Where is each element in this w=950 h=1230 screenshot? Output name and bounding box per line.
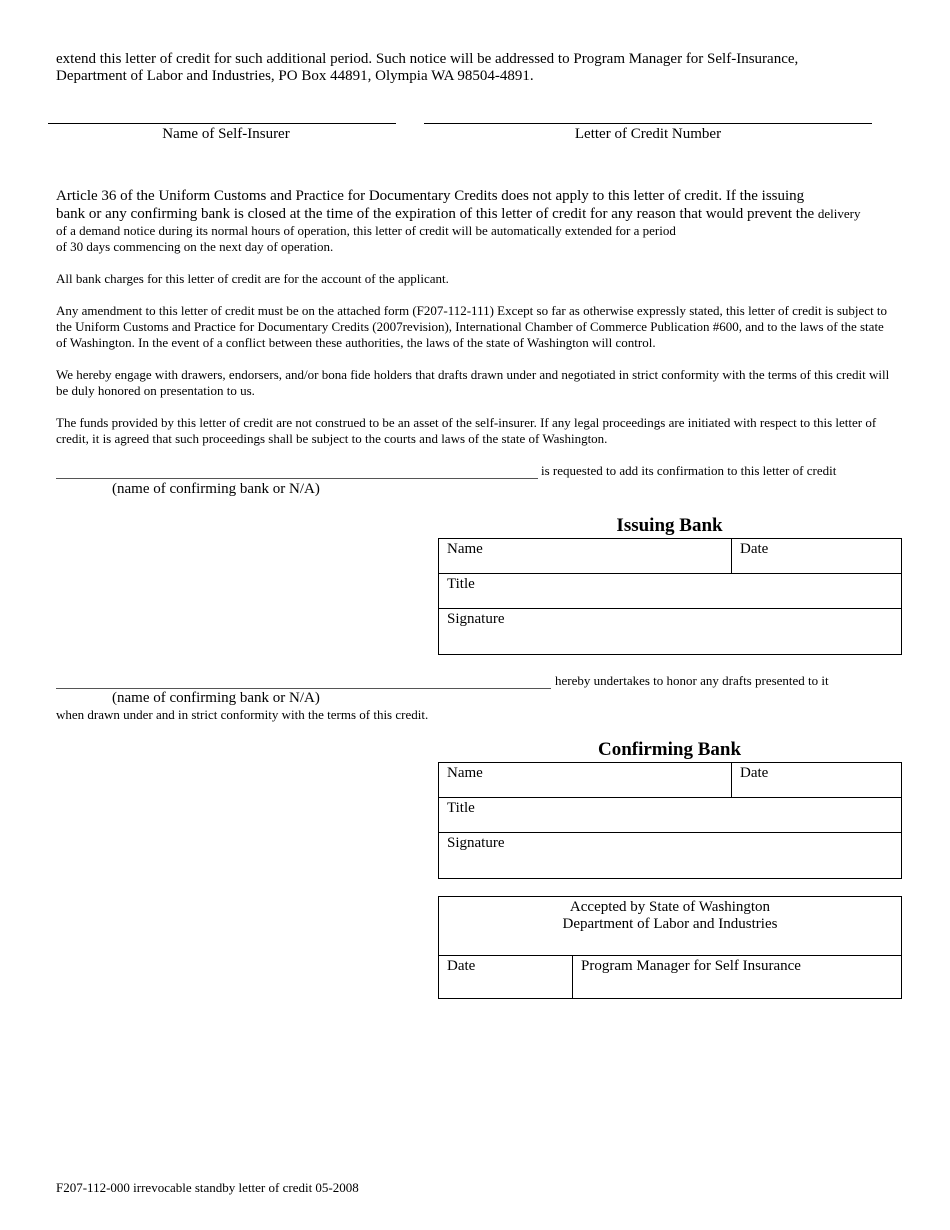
confirmation-request-caption: (name of confirming bank or N/A) bbox=[112, 481, 320, 497]
self-insurer-line[interactable] bbox=[48, 123, 396, 124]
acceptance-manager-label: Program Manager for Self Insurance bbox=[581, 958, 801, 974]
confirming-bank-name-label: Name bbox=[447, 765, 483, 781]
article36-paragraph bbox=[56, 188, 926, 255]
undertaking-text: hereby undertakes to honor any drafts presented to it bbox=[555, 673, 829, 688]
acceptance-date-cell[interactable] bbox=[439, 956, 573, 999]
issuing-bank-title-label: Title bbox=[447, 576, 475, 592]
amendment-paragraph: Any amendment to this letter of credit must be on the attached form (F207-112-111) Except so far as otherwise expressly stated, this letter of credit is subject to the Uniform Customs and Practice for Documentary Credits (2007revision), International Chamber of Commerce Publication #600, and to the laws of the state of Washington. In the event of a conflict between these authorities, the laws of the state of Washington will control. bbox=[56, 303, 888, 350]
article36-line-1: Article 36 of the Uniform Customs and Practice for Documentary Credits does not apply to this letter of credit. If the issuing bbox=[56, 188, 805, 204]
confirming-bank-name-cell[interactable] bbox=[439, 763, 732, 798]
issuing-bank-date-cell[interactable] bbox=[732, 539, 902, 574]
confirming-bank-signature-cell[interactable] bbox=[439, 833, 902, 879]
self-insurer-label: Name of Self-Insurer bbox=[162, 126, 290, 142]
confirming-bank-signature-label: Signature bbox=[447, 835, 505, 851]
acceptance-table bbox=[438, 896, 902, 999]
article36-line-2 bbox=[56, 205, 926, 223]
confirming-bank-date-cell[interactable] bbox=[732, 763, 902, 798]
undertaking-bank-name-line[interactable] bbox=[56, 688, 551, 689]
confirming-bank-title-label: Title bbox=[447, 800, 475, 816]
funds-paragraph: The funds provided by this letter of credit are not construed to be an asset of the self-insurer. If any legal proceedings are initiated with respect to this letter of credit, it is agreed that such proceedings shall be subject to the courts and laws of the state of Washington. bbox=[56, 415, 877, 446]
loc-number-line[interactable] bbox=[424, 123, 872, 124]
undertaking-continuation: when drawn under and in strict conformity with the terms of this credit. bbox=[56, 707, 429, 722]
bank-charges-paragraph: All bank charges for this letter of credit are for the account of the applicant. bbox=[56, 271, 449, 286]
acceptance-heading bbox=[439, 897, 902, 956]
acceptance-date-label: Date bbox=[447, 958, 476, 974]
acceptance-line-1: Accepted by State of Washington bbox=[569, 899, 771, 915]
issuing-bank-title: Issuing Bank bbox=[616, 515, 723, 536]
article36-line-2-text: bank or any confirming bank is closed at the time of the expiration of this letter of credit for any reason that would prevent the bbox=[56, 206, 815, 222]
article36-line-4: of 30 days commencing on the next day of operation. bbox=[56, 239, 334, 254]
form-footer: F207-112-000 irrevocable standby letter of credit 05-2008 bbox=[56, 1180, 359, 1195]
confirming-bank-title-cell[interactable] bbox=[439, 798, 902, 833]
acceptance-manager-cell[interactable] bbox=[573, 956, 902, 999]
acceptance-line-2: Department of Labor and Industries bbox=[562, 916, 778, 932]
article36-line-2-tail: delivery bbox=[817, 206, 861, 221]
issuing-bank-title-cell[interactable] bbox=[439, 574, 902, 609]
article36-line-3: of a demand notice during its normal hours of operation, this letter of credit will be automatically extended for a period bbox=[56, 223, 676, 238]
confirmation-request-text: is requested to add its confirmation to this letter of credit bbox=[541, 463, 837, 478]
issuing-bank-name-cell[interactable] bbox=[439, 539, 732, 574]
intro-line-1: extend this letter of credit for such additional period. Such notice will be addressed to Program Manager for Self-Insurance, bbox=[56, 51, 799, 67]
intro-paragraph bbox=[56, 51, 916, 85]
confirming-bank-name-line[interactable] bbox=[56, 478, 538, 479]
issuing-bank-date-label: Date bbox=[740, 541, 769, 557]
loc-number-label: Letter of Credit Number bbox=[574, 126, 722, 142]
confirming-bank-table bbox=[438, 762, 902, 879]
issuing-bank-name-label: Name bbox=[447, 541, 483, 557]
intro-line-2: Department of Labor and Industries, PO Box 44891, Olympia WA 98504-4891. bbox=[56, 68, 534, 84]
engagement-paragraph: We hereby engage with drawers, endorsers, and/or bona fide holders that drafts drawn under and negotiated in strict conformity with the terms of this credit will be duly honored on presentation to us. bbox=[56, 367, 890, 398]
undertaking-caption: (name of confirming bank or N/A) bbox=[112, 690, 320, 706]
confirming-bank-date-label: Date bbox=[740, 765, 769, 781]
issuing-bank-table bbox=[438, 538, 902, 655]
issuing-bank-signature-cell[interactable] bbox=[439, 609, 902, 655]
confirming-bank-title: Confirming Bank bbox=[597, 739, 742, 760]
issuing-bank-signature-label: Signature bbox=[447, 611, 505, 627]
